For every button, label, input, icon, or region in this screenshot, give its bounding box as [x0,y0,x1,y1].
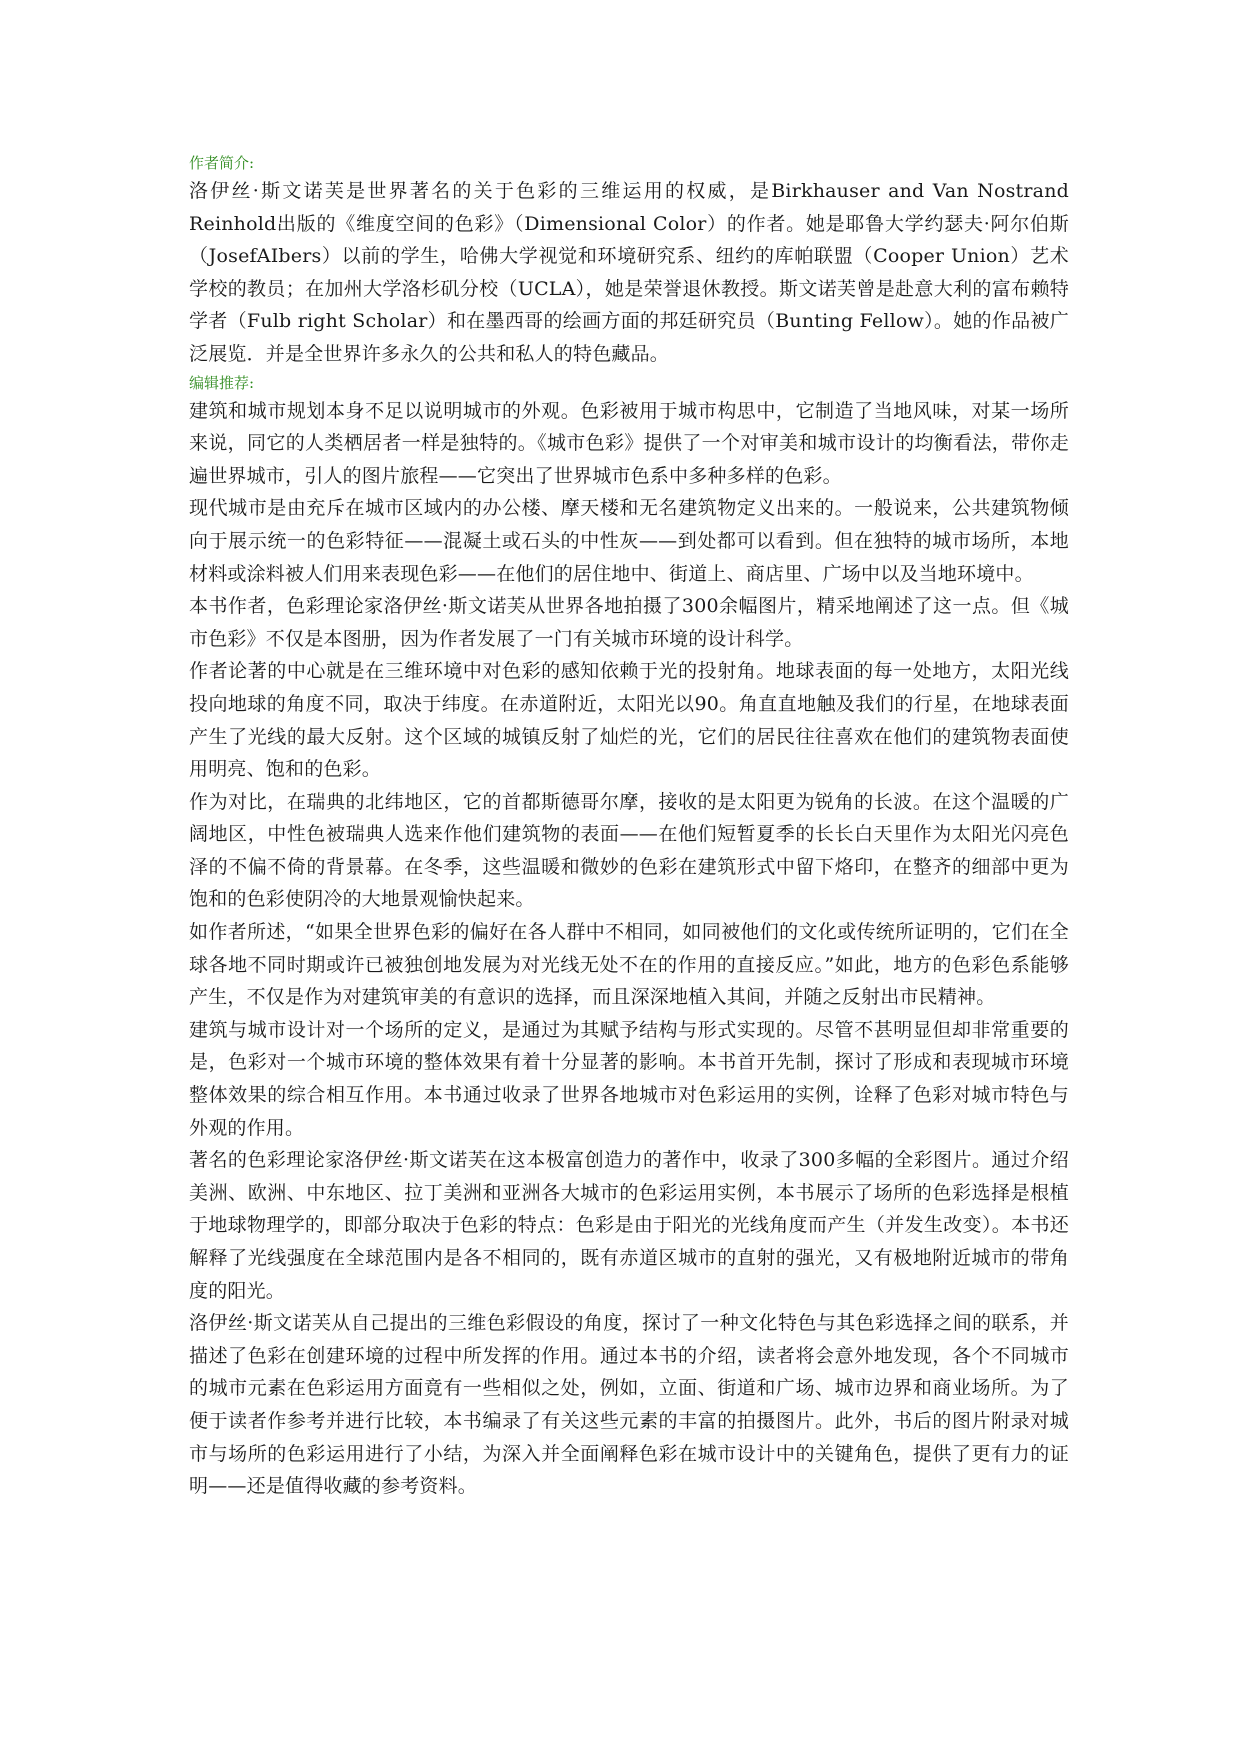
recommendation-paragraph: 建筑和城市规划本身不足以说明城市的外观。色彩被用于城市构思中，它制造了当地风味，对某一场所来说，同它的人类栖居者一样是独特的。《城市色彩》提供了一个对审美和城市设计的均衡看法，带你走遍世界城市，引人的图片旅程——它突出了世界城市色系中多种多样的色彩。 [189,399,1069,487]
recommendation-paragraph: 现代城市是由充斥在城市区域内的办公楼、摩天楼和无名建筑物定义出来的。一般说来，公共建筑物倾向于展示统一的色彩特征——混凝土或石头的中性灰——到处都可以看到。但在独特的城市场所，本地材料或涂料被人们用来表现色彩——在他们的居住地中、街道上、商店里、广场中以及当地环境中。 [189,497,1069,585]
recommendation-paragraph: 如作者所述，“如果全世界色彩的偏好在各人群中不相同，如同被他们的文化或传统所证明的，它们在全球各地不同时期或许已被独创地发展为对光线无处不在的作用的直接反应。”如此，地方的色彩色系能够产生，不仅是作为对建筑审美的有意识的选择，而且深深地植入其间，并随之反射出市民精神。 [189,921,1069,1009]
recommendation-paragraph: 著名的色彩理论家洛伊丝·斯文诺芙在这本极富创造力的著作中，收录了300多幅的全彩图片。通过介绍美洲、欧洲、中东地区、拉丁美洲和亚洲各大城市的色彩运用实例，本书展示了场所的色彩选择是根植于地球物理学的，即部分取决于色彩的特点：色彩是由于阳光的光线角度而产生（并发生改变）。本书还解释了光线强度在全球范围内是各不相同的，既有赤道区城市的直射的强光，又有极地附近城市的带角度的阳光。 [189,1149,1069,1302]
recommendation-paragraph: 本书作者，色彩理论家洛伊丝·斯文诺芙从世界各地拍摄了300余幅图片，精采地阐述了这一点。但《城市色彩》不仅是本图册，因为作者发展了一门有关城市环境的设计科学。 [189,595,1069,650]
document-page [189,151,1069,1503]
recommendation-paragraph: 作者论著的中心就是在三维环境中对色彩的感知依赖于光的投射角。地球表面的每一处地方，太阳光线投向地球的角度不同，取决于纬度。在赤道附近，太阳光以90。角直直地触及我们的行星，在地球表面产生了光线的最大反射。这个区域的城镇反射了灿烂的光，它们的居民往往喜欢在他们的建筑物表面使用明亮、饱和的色彩。 [189,660,1069,781]
recommendation-paragraph: 作为对比，在瑞典的北纬地区，它的首都斯德哥尔摩，接收的是太阳更为锐角的长波。在这个温暖的广阔地区，中性色被瑞典人选来作他们建筑物的表面——在他们短暂夏季的长长白天里作为太阳光闪亮色泽的不偏不倚的背景幕。在冬季，这些温暖和微妙的色彩在建筑形式中留下烙印，在整齐的细部中更为饱和的色彩使阴冷的大地景观愉快起来。 [189,790,1069,911]
recommendation-paragraph: 建筑与城市设计对一个场所的定义，是通过为其赋予结构与形式实现的。尽管不甚明显但却非常重要的是，色彩对一个城市环境的整体效果有着十分显著的影响。本书首开先制，探讨了形成和表现城市环境整体效果的综合相互作用。本书通过收录了世界各地城市对色彩运用的实例，诠释了色彩对城市特色与外观的作用。 [189,1018,1069,1139]
recommendation-paragraph: 洛伊丝·斯文诺芙从自己提出的三维色彩假设的角度，探讨了一种文化特色与其色彩选择之间的联系，并描述了色彩在创建环境的过程中所发挥的作用。通过本书的介绍，读者将会意外地发现，各个不同城市的城市元素在色彩运用方面竟有一些相似之处，例如，立面、街道和广场、城市边界和商业场所。为了便于读者作参考并进行比较，本书编录了有关这些元素的丰富的拍摄图片。此外，书后的图片附录对城市与场所的色彩运用进行了小结，为深入并全面阐释色彩在城市设计中的关键角色，提供了更有力的证明——还是值得收藏的参考资料。 [189,1312,1069,1498]
author-intro-paragraph: 洛伊丝·斯文诺芙是世界著名的关于色彩的三维运用的权威，是Birkhauser and Van Nostrand Reinhold出版的《维度空间的色彩》（Dimensional Color）的作者。她是耶鲁大学约瑟夫·阿尔伯斯（JosefAIbers）以前的学生，哈佛大学视觉和环境研究系、纽约的库帕联盟（Cooper Union）艺术学校的教员；在加州大学洛杉矶分校（UCLA），她是荣誉退休教授。斯文诺芙曾是赴意大利的富布赖特学者（Fulb right Scholar）和在墨西哥的绘画方面的邦廷研究员（Bunting Fellow）。她的作品被广泛展览．并是全世界许多永久的公共和私人的特色藏品。 [189,180,1069,365]
editor-recommendation-heading: 编辑推荐: [189,373,255,392]
author-intro-heading: 作者简介: [189,154,255,172]
